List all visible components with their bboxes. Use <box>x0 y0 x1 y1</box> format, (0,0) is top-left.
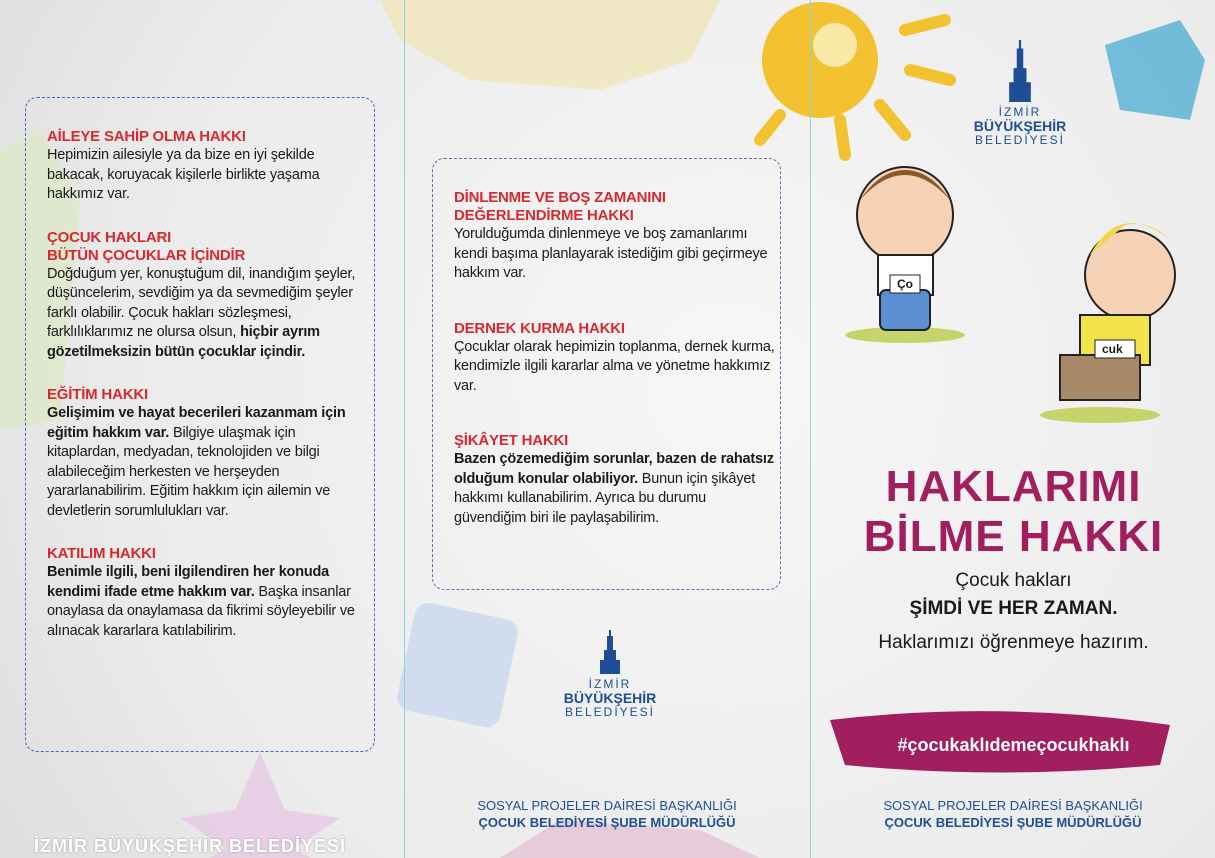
section-heading: DEĞERLENDİRME HAKKI <box>454 207 634 224</box>
department-text-right: SOSYAL PROJELER DAİRESİ BAŞKANLIĞI ÇOCUK BELEDİYESİ ŞUBE MÜDÜRLÜĞÜ <box>883 798 1143 830</box>
section-association-right <box>454 320 779 397</box>
section-heading: KATILIM HAKKI <box>47 545 156 562</box>
section-body: Benimle ilgili, beni ilgilendiren her konuda kendimi ifade etme hakkım var. Başka insanlar onaylasa da onaylamasa da fikrimi söyleyebilir ve alınacak kararlara katılabilirim. <box>47 564 355 639</box>
section-heading: DİNLENME VE BOŞ ZAMANINI <box>454 189 666 206</box>
section-heading: BÜTÜN ÇOCUKLAR İÇİNDİR <box>47 246 246 264</box>
section-heading: ŞİKÂYET HAKKI <box>454 432 569 449</box>
section-body: Hepimizin ailesiyle ya da bize en iyi şekilde bakacak, koruyacak kişilerle birlikte yaşama hakkımız var. <box>47 147 320 202</box>
izmir-logo-middle: İZMİR BÜYÜKŞEHİR BELEDİYESİ <box>555 630 665 719</box>
subtitle-3: Haklarımızı öğrenmeye hazırım. <box>878 632 1149 653</box>
hashtag: #çocukaklıdemeçocukhaklı <box>897 735 1130 755</box>
clock-tower-icon <box>1007 40 1033 102</box>
izmir-logo-right: İZMİR BÜYÜKŞEHİR BELEDİYESİ <box>965 40 1075 147</box>
section-body: Bazen çözemediğim sorunlar, bazen de rahatsız olduğum konular olabiliyor. Bunun için şikâyet hakkımı kullanabilirim. Ayrıca bu durumu güvendiğim biri ile paylaşabilirim. <box>454 451 774 526</box>
section-all-children <box>47 229 367 363</box>
section-complaint-right <box>454 432 779 528</box>
subtitle-2: ŞİMDİ VE HER ZAMAN. <box>909 598 1118 619</box>
rights-box-middle <box>432 158 781 590</box>
section-rest-leisure-right <box>454 189 779 284</box>
fold-line <box>810 0 811 858</box>
section-heading: ÇOCUK HAKLARI <box>47 228 172 246</box>
section-heading: AİLEYE SAHİP OLMA HAKKI <box>47 128 246 145</box>
main-title: HAKLARIMI BİLME HAKKI <box>863 462 1164 561</box>
subtitle-1: Çocuk hakları <box>955 570 1072 591</box>
section-heading: DERNEK KURMA HAKKI <box>454 319 625 337</box>
footer-watermark-logo: İZMİR BÜYÜKŞEHİR BELEDİYESİ <box>34 836 347 856</box>
section-education-right <box>47 386 367 521</box>
section-body: Doğduğum yer, konuştuğum dil, inandığım şeyler, düşüncelerim, sevdiğim ya da sevmediğim şeyler farklı olabilir. Çocuk hakları sözleşmesi, farklılıklarımız ne olursa olsun, hiçbir ayrım gözetilmeksizin bütün çocuklar içindir. <box>47 265 356 360</box>
boy-shirt-label: cuk <box>1102 342 1123 356</box>
rights-box-left <box>25 97 375 752</box>
fold-line <box>404 0 405 858</box>
section-body: Yorulduğumda dinlenmeye ve boş zamanlarımı kendi başıma planlayarak istediğim gibi geçirmeye hakkım var. <box>454 226 768 281</box>
section-heading: EĞİTİM HAKKI <box>47 386 148 403</box>
section-family-right <box>47 128 367 205</box>
section-participation-right <box>47 545 367 641</box>
section-body: Gelişimim ve hayat becerileri kazanmam için eğitim hakkım var. Bilgiye ulaşmak için kitaplardan, medyadan, teknolojiden ve bilgi alabileceğim herkesten ve herşeyden yararlanabilirim. Eğitim hakkım için ailemin ve devletlerin sorumlulukları var. <box>47 405 346 519</box>
clock-tower-icon <box>598 630 622 674</box>
children-illustration <box>845 167 1175 423</box>
section-body: Çocuklar olarak hepimizin toplanma, dernek kurma, kendimizle ilgili kararlar alma ve yönetme hakkımız var. <box>454 338 775 394</box>
girl-shirt-label: Ço <box>897 277 913 291</box>
department-text-middle: SOSYAL PROJELER DAİRESİ BAŞKANLIĞI ÇOCUK BELEDİYESİ ŞUBE MÜDÜRLÜĞÜ <box>477 798 737 830</box>
